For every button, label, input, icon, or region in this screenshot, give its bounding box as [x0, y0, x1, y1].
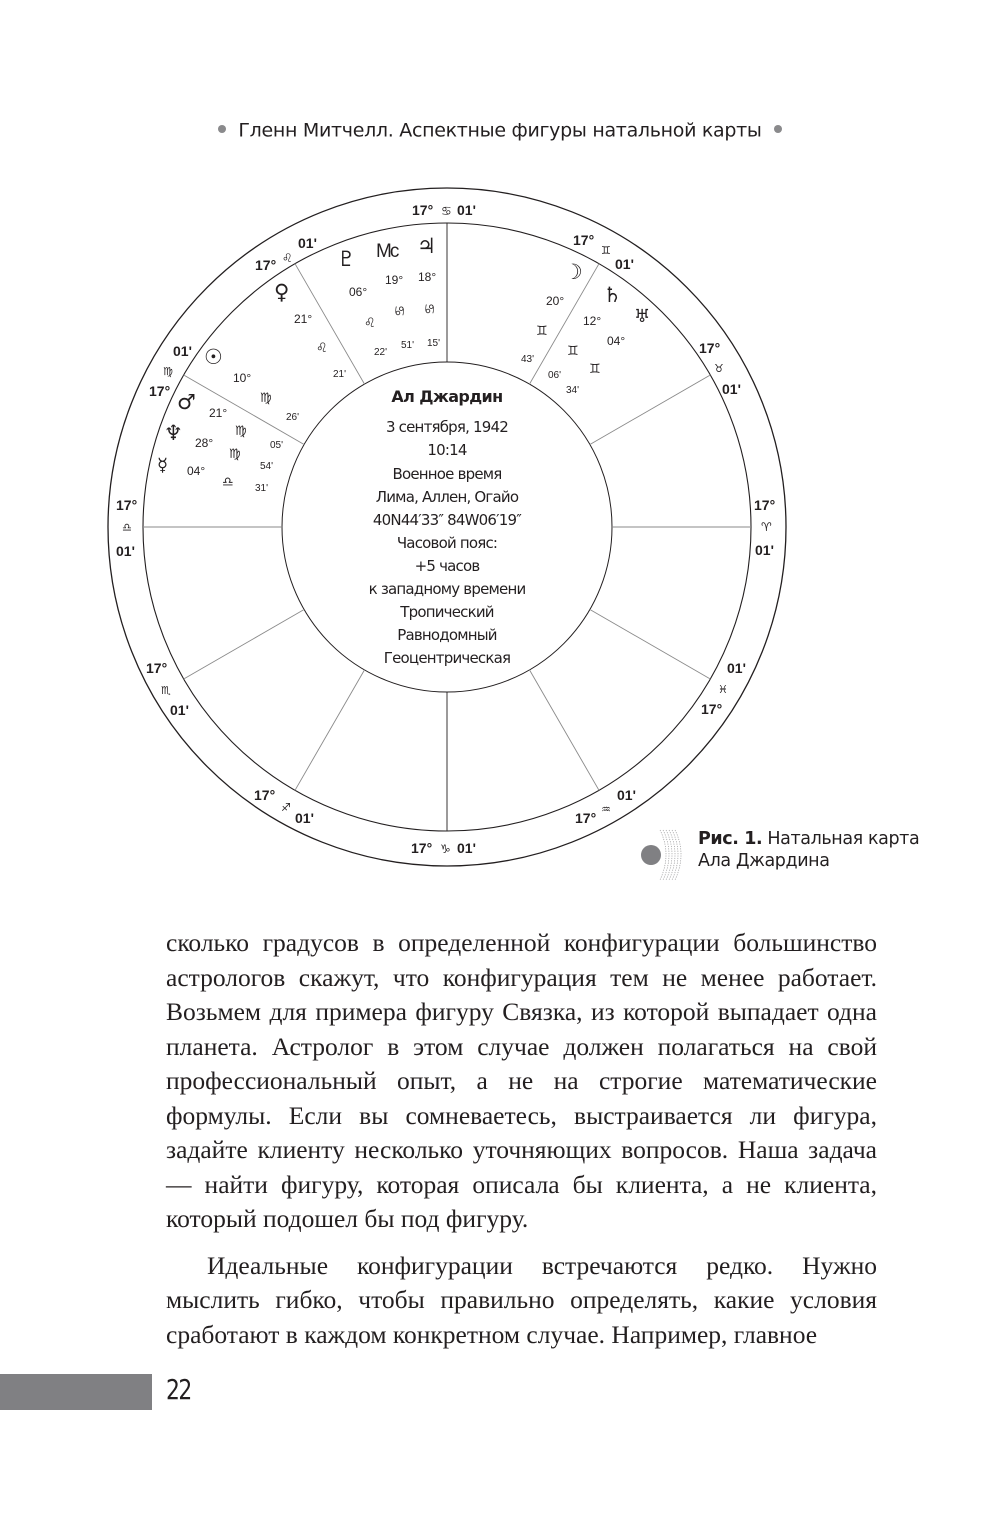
- saturn-minutes: 06': [548, 370, 562, 381]
- virgo-sign-icon: ♍: [163, 366, 173, 378]
- midheaven-minutes: 51': [401, 340, 415, 351]
- cusp-11-minutes: 01': [615, 256, 634, 272]
- neptune-icon: ♆: [164, 421, 183, 445]
- mercury-minutes: 31': [255, 483, 269, 494]
- cusp-5-minutes: 01': [295, 810, 314, 826]
- virgo-sign-icon: ♍: [260, 391, 272, 406]
- chart-info-date: 3 сентября, 1942: [385, 418, 509, 436]
- sun-icon: ☉: [204, 345, 223, 369]
- chart-info-timezone-label: Часовой пояс:: [396, 534, 498, 552]
- cusp-1-degree: 17°: [754, 497, 776, 513]
- leo-sign-icon: ♌: [364, 316, 376, 331]
- cusp-8-degree: 17°: [149, 383, 171, 399]
- cusp-4-minutes: 01': [457, 840, 476, 856]
- cusp-12-degree: 17°: [699, 340, 721, 356]
- cusp-9-minutes: 01': [298, 235, 317, 251]
- cusp-9-degree: 17°: [255, 257, 277, 273]
- gemini-sign-icon: ♊: [536, 324, 548, 339]
- cusp-6-minutes: 01': [170, 702, 189, 718]
- leo-sign-icon: ♌: [282, 251, 293, 265]
- uranus-icon: ♅: [634, 306, 651, 327]
- venus-icon: ♀: [274, 280, 290, 304]
- mars-icon: ♂: [177, 390, 196, 414]
- pluto-minutes: 22': [374, 347, 388, 358]
- figure-title-line2: Ала Джардина: [698, 851, 830, 871]
- chart-info-house-system: Равнодомный: [397, 626, 497, 644]
- cusp-1-minutes: 01': [755, 542, 774, 558]
- chart-info-perspective: Геоцентрическая: [383, 649, 511, 667]
- cusp-4-degree: 17°: [411, 840, 433, 856]
- chart-info-timezone-note: к западному времени: [368, 580, 526, 598]
- pluto-icon: ♇: [337, 247, 356, 271]
- libra-sign-icon: ♎: [122, 522, 132, 534]
- cusp-6-degree: 17°: [146, 660, 168, 676]
- cusp-7-degree: 17°: [116, 497, 138, 513]
- sagittarius-sign-icon: ♐: [281, 802, 291, 814]
- pisces-sign-icon: ♓: [718, 684, 728, 696]
- cusp-8-minutes: 01': [173, 343, 192, 359]
- mars-minutes: 05': [270, 440, 284, 451]
- cusp-3-degree: 17°: [575, 810, 597, 826]
- venus-minutes: 21': [333, 369, 347, 380]
- saturn-icon: ♄: [603, 283, 622, 307]
- page-number-bar: [0, 1374, 152, 1410]
- leo-sign-icon: ♌: [316, 341, 328, 356]
- chart-info-coordinates: 40N44′33″ 84W06′19″: [372, 511, 522, 529]
- jupiter-minutes: 15': [427, 338, 441, 349]
- uranus-degree: 04°: [607, 334, 626, 348]
- cusp-2-minutes: 01': [727, 660, 746, 676]
- cusp-12-minutes: 01': [722, 381, 741, 397]
- capricorn-sign-icon: ♑: [440, 842, 451, 856]
- moon-minutes: 43': [521, 354, 535, 365]
- cancer-sign-icon: ♋: [421, 303, 436, 315]
- page-number: 22: [166, 1373, 191, 1406]
- chart-info-time: 10:14: [427, 441, 467, 459]
- saturn-degree: 12°: [583, 314, 602, 328]
- taurus-sign-icon: ♉: [714, 363, 724, 375]
- midheaven-degree: 19°: [385, 273, 404, 287]
- neptune-minutes: 54': [260, 461, 274, 472]
- moon-degree: 20°: [546, 294, 565, 308]
- chart-info-place: Лима, Аллен, Огайо: [375, 488, 519, 506]
- cusp-5-degree: 17°: [254, 787, 276, 803]
- figure-marker-icon: [640, 826, 696, 882]
- venus-degree: 21°: [294, 312, 313, 326]
- running-header-text: Гленн Митчелл. Аспектные фигуры натальной карты: [238, 119, 762, 142]
- aquarius-sign-icon: ♒: [601, 804, 611, 816]
- jupiter-degree: 18°: [418, 270, 437, 284]
- body-text: [166, 926, 877, 1352]
- figure-label: Рис. 1.: [698, 829, 763, 849]
- neptune-degree: 28°: [195, 436, 214, 450]
- chart-info-timezone-offset: +5 часов: [414, 557, 480, 575]
- gemini-sign-icon: ♊: [589, 362, 601, 377]
- cusp-11-degree: 17°: [573, 232, 595, 248]
- jupiter-icon: ♃: [417, 234, 436, 258]
- chart-info-time-type: Военное время: [392, 465, 502, 483]
- gemini-sign-icon: ♊: [567, 344, 579, 359]
- paragraph: сколько градусов в определенной конфигурации большинство астрологов скажут, что конфигурация тем не менее работает. Возьмем для примера фигуру Связка, из которой выпадает одна планета. Астролог в этом случае должен полагаться на свой профессиональный опыт, а не на строгие математические формулы. Если вы сомневаетесь, выстраивается ли фигура, задайте клиенту несколько уточняющих вопросов. Наша задача — найти фигуру, которая описала бы клиента, а не клиента, который подошел бы под фигуру.: [166, 928, 877, 1233]
- libra-sign-icon: ♎: [222, 475, 234, 490]
- sun-minutes: 26': [286, 412, 300, 423]
- uranus-minutes: 34': [566, 385, 580, 396]
- cusp-3-minutes: 01': [617, 787, 636, 803]
- cusp-10-minutes: 01': [457, 202, 476, 218]
- aries-sign-icon: ♈: [761, 520, 772, 534]
- sun-degree: 10°: [233, 371, 252, 385]
- gemini-sign-icon: ♊: [601, 245, 611, 257]
- chart-info-zodiac: Тропический: [400, 603, 494, 621]
- pluto-degree: 06°: [349, 285, 368, 299]
- cusp-2-degree: 17°: [701, 701, 723, 717]
- figure-caption: [640, 826, 940, 886]
- mercury-icon: ☿: [157, 455, 169, 476]
- cusp-7-minutes: 01': [116, 543, 135, 559]
- paragraph: Идеальные конфигурации встречаются редко. Нужно мыслить гибко, чтобы правильно определять, какие условия сработают в каждом конкретном случае. Например, главное: [166, 1250, 877, 1349]
- cusp-10-degree: 17°: [412, 202, 434, 218]
- moon-icon: ☽: [564, 260, 583, 284]
- cancer-sign-icon: ♋: [441, 204, 452, 218]
- mercury-degree: 04°: [187, 464, 206, 478]
- mars-degree: 21°: [209, 406, 228, 420]
- scorpio-sign-icon: ♏: [161, 685, 171, 697]
- cancer-sign-icon: ♋: [391, 305, 406, 317]
- midheaven-icon: Mc: [376, 241, 398, 262]
- chart-title: Ал Джардин: [391, 387, 503, 406]
- virgo-sign-icon: ♍: [229, 447, 241, 462]
- figure-title-line1: Натальная карта: [767, 829, 920, 849]
- virgo-sign-icon: ♍: [235, 424, 247, 439]
